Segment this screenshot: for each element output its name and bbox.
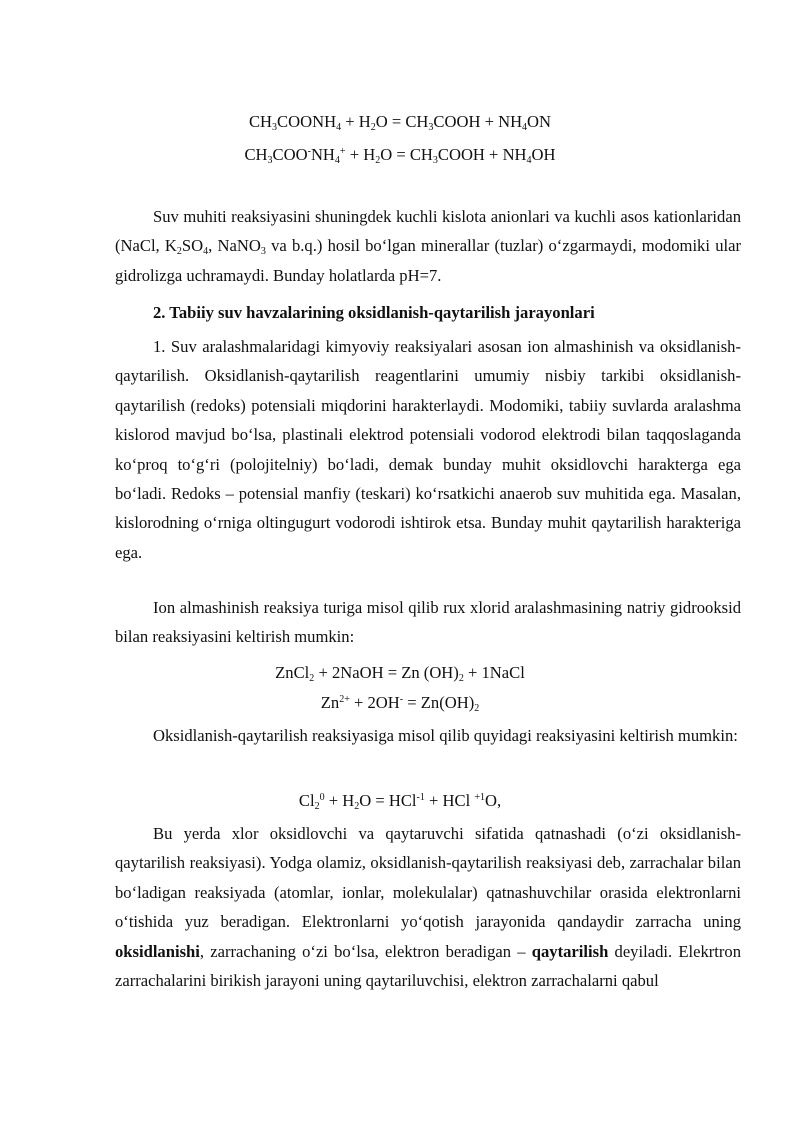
paragraph-neutral-salts: Suv muhiti reaksiyasini shuningdek kuchli kislota anionlari va kuchli asos kationlaridan (NaCl, $K_2SO_4$, NaNO$_3$ va b.q.) hosil boʻlgan minerallar (tuzlar) oʻzgarmaydi, modomiki ular gidrolizga uchramaydi. Bunday holatlarda pH=7. (115, 207, 741, 285)
equation-zinc-chloride: ZnCl$_2$ + 2NaOH = Zn $(OH)_2$ + 1NaCl (275, 663, 525, 684)
section-heading: 2. Tabiiy suv havzalarining oksidlanish-qaytarilish jarayonlari (153, 303, 595, 322)
equation-ionic-hydrolysis: $CH_3COO^-NH_4^+ + H_2O$ = $CH_3COOH + NH_4OH$ (244, 145, 556, 166)
equation-ammonium-acetate-hydrolysis: $CH_3COONH_4 + H_2O$ = $CH_3COOH + NH_4ON$ (248, 112, 552, 133)
equation-chlorine-water: $Cl_2^0 + H_2O = HCl^{-1}$ + HCl $^{+1}$O, (298, 791, 502, 812)
equation-zinc-ionic: $Zn^{2+} + 2OH^- = Zn(OH)_2$ (320, 693, 480, 714)
term-oxidation: oksidlanishi (115, 941, 200, 961)
paragraph-oxidation-definition: Bu yerda xlor oksidlovchi va qaytaruvchi sifatida qatnashadi (oʻzi oksidlanish-qaytarilish reaksiyasi). Yodga olamiz, oksidlanish-qaytarilish reaksiyasi deb, zarrachalar bilan boʻladigan reaksiyada (atomlar, ionlar, molekulalar) qatnashuvchilar orasida elektronlarni oʻtishida yuz beradigan. Elektronlarni yoʻqotish jarayonida qandaydir zarracha uning oksidlanishi, zarrachaning oʻzi boʻlsa, elektron beradigan – qaytarilish deyiladi. Elekrtron zarrachalarini birikish jarayoni uning qaytariluvchisi, elektron zarrachalarni qabul (115, 824, 742, 991)
paragraph-redox-example-intro: Oksidlanish-qaytarilish reaksiyasiga misol qilib quyidagi reaksiyasini keltirish mumkin: (153, 726, 738, 745)
term-reduction: qaytarilish (531, 941, 609, 961)
paragraph-redox-potential: 1. Suv aralashmalaridagi kimyoviy reaksiyalari asosan ion almashinish va oksidlanish-qaytarilish. Oksidlanish-qaytarilish reagentlarini umumiy nisbiy tarkibi oksidlanish-qaytarilish (redoks) potensiali miqdorini harakterlaydi. Modomiki, tabiiy suvlarda aralashma kislorod mavjud boʻlsa, plastinali elektrod potensiali vodorod elektrodi bilan taqqoslaganda koʻproq toʻgʻri (polojitelniy) boʻladi, demak bunday muhit oksidlovchi harakterga ega boʻladi. Redoks – potensial manfiy (teskari) koʻrsatkichi anaerob suv muhitida ega. Masalan, kislorodning oʻrniga oltingugurt vodorodi ishtirok etsa. Bunday muhit qaytarilish harakteriga ega. (115, 337, 741, 562)
paragraph-ion-exchange-intro: Ion almashinish reaksiya turiga misol qilib rux xlorid aralashmasining natriy gidrooksid bilan reaksiyasini keltirish mumkin: (115, 598, 741, 647)
